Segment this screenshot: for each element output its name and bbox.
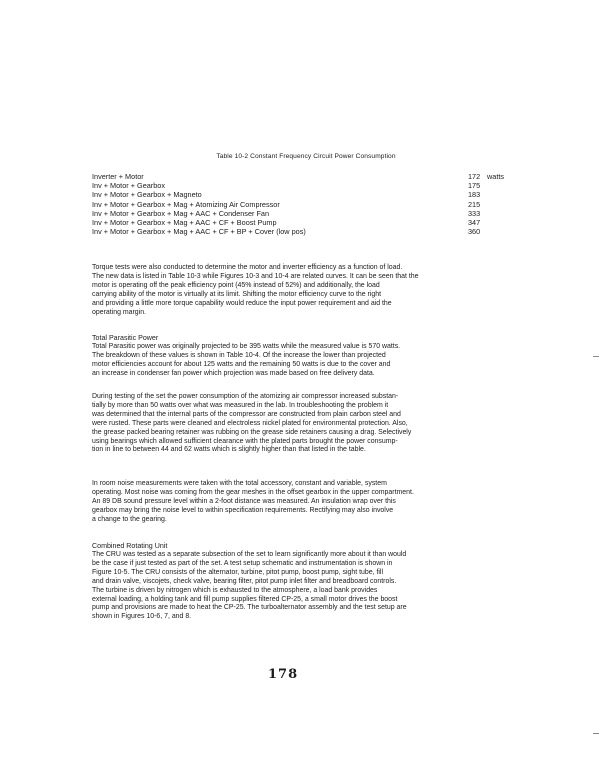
table-row <box>92 209 512 218</box>
row-unit: watts <box>487 172 505 181</box>
text-line: was determined that the internal parts of the compressor are constructed from plain carbon steel and <box>92 410 401 418</box>
row-value: 183 <box>468 190 481 200</box>
row-value: 360 <box>468 227 481 237</box>
margin-mark <box>593 356 599 357</box>
row-label: Inv + Motor + Gearbox + Mag + AAC + Condenser Fan <box>92 208 270 218</box>
table-row <box>92 200 512 209</box>
table-row <box>92 218 512 227</box>
text-line: motor efficiencies account for about 125 watts and the remaining 50 watts is due to the cover and <box>92 360 391 368</box>
text-line: The turbine is driven by nitrogen which is exhausted to the atmosphere, a load bank provides <box>92 586 378 594</box>
text-line: carrying ability of the motor is virtually at its limit. Shifting the motor efficiency curve to the right <box>92 290 382 298</box>
row-value: 175 <box>468 181 481 191</box>
table-title: Table 10-2 Constant Frequency Circuit Power Consumption <box>216 153 396 160</box>
row-label: Inv + Motor + Gearbox + Mag + AAC + CF + Boost Pump <box>92 217 277 227</box>
page-number: 178 <box>268 667 299 682</box>
margin-mark <box>593 733 599 734</box>
text-line: gearbox may bring the noise level to within specification requirements. Rectifying may also involve <box>92 506 394 514</box>
parasitic-heading: Total Parasitic Power <box>92 334 159 342</box>
power-consumption-table <box>92 172 512 236</box>
text-line: pump and provisions are made to heat the CP-25. The turboalternator assembly and the test setup are <box>92 604 407 612</box>
cru-heading: Combined Rotating Unit <box>92 542 168 550</box>
row-label: Inv + Motor + Gearbox <box>92 181 166 191</box>
table-row <box>92 227 512 236</box>
testing-paragraph <box>92 393 520 455</box>
text-line: and drain valve, viscojets, check valve, bearing filter, pitot pump inlet filter and breadboard controls. <box>92 577 397 585</box>
text-line: an increase in condenser fan power which projection was made based on free delivery data. <box>92 369 375 377</box>
text-line: Figure 10-5. The CRU consists of the alternator, turbine, pitot pump, boost pump, sight tube, fill <box>92 568 384 576</box>
row-label: Inverter + Motor <box>92 172 144 181</box>
row-value: 215 <box>468 199 481 209</box>
row-value: 333 <box>468 208 481 218</box>
text-line: using bearings which allowed sufficient clearance with the plated parts brought the power consump- <box>92 437 398 445</box>
text-line: the grease packed bearing retainer was rubbing on the grease side retainers causing a drag. Selectively <box>92 428 412 436</box>
text-line: The new data is listed in Table 10-3 while Figures 10-3 and 10-4 are related curves. It can be seen that the <box>92 272 419 280</box>
table-row <box>92 190 512 199</box>
text-line: be the case if just tested as part of the set. A test setup schematic and instrumentation is shown in <box>92 559 393 567</box>
row-value: 172 <box>468 172 481 181</box>
text-line: The breakdown of these values is shown in Table 10-4. Of the increase the lower than projected <box>92 351 386 359</box>
text-line: tially by more than 50 watts over what was measured in the lab. In troubleshooting the problem it <box>92 401 389 409</box>
table-row <box>92 181 512 190</box>
row-label: Inv + Motor + Gearbox + Mag + AAC + CF + BP + Cover (low pos) <box>92 227 306 237</box>
text-line: An 89 DB sound pressure level within a 2-foot distance was measured. An insulation wrap over this <box>92 497 396 505</box>
cru-paragraph <box>92 551 520 622</box>
text-line: Total Parasitic power was originally projected to be 395 watts while the measured value is 570 watts. <box>92 343 401 350</box>
text-line: During testing of the set the power consumption of the atomizing air compressor increased substan- <box>92 393 399 400</box>
text-line: Torque tests were also conducted to determine the motor and inverter efficiency as a function of load. <box>92 264 403 271</box>
text-line: external loading, a holding tank and fill pump supplies filtered CP-25, a small motor drives the boost <box>92 595 398 603</box>
torque-paragraph <box>92 264 520 317</box>
text-line: were rusted. These parts were cleaned and electroless nickel plated for environmental protection. Also, <box>92 419 408 427</box>
text-line: a change to the gearing. <box>92 515 167 523</box>
row-label: Inv + Motor + Gearbox + Mag + Atomizing Air Compressor <box>92 199 280 209</box>
text-line: The CRU was tested as a separate subsection of the set to learn significantly more about it than would <box>92 551 407 558</box>
parasitic-paragraph <box>92 343 520 379</box>
text-line: tion in line to between 44 and 62 watts which is slightly higher than that listed in the table. <box>92 446 366 454</box>
text-line: and providing a little more torque capability would reduce the input power requirement and aid the <box>92 299 392 307</box>
row-value: 347 <box>468 217 481 227</box>
text-line: shown in Figures 10-6, 7, and 8. <box>92 613 192 621</box>
text-line: motor is operating off the peak efficiency point (45% instead of 52%) and additionally, the load <box>92 281 380 289</box>
table-row <box>92 172 512 181</box>
row-label: Inv + Motor + Gearbox + Magneto <box>92 190 202 200</box>
text-line: operating. Most noise was coming from the gear meshes in the offset gearbox in the upper compartment. <box>92 488 414 496</box>
text-line: In room noise measurements were taken with the total accessory, constant and variable, system <box>92 480 387 487</box>
noise-paragraph <box>92 480 520 525</box>
text-line: operating margin. <box>92 308 146 316</box>
